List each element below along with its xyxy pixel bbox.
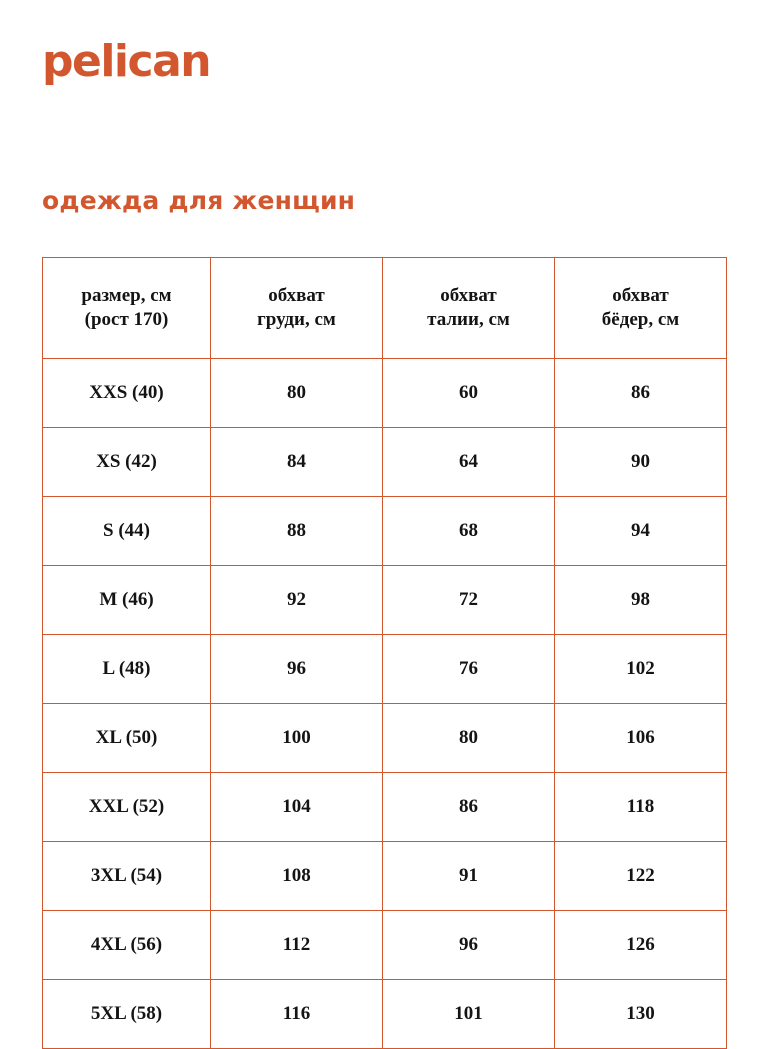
table-header-row (43, 258, 727, 359)
cell-chest: 104 (211, 773, 383, 842)
cell-hips: 122 (555, 842, 727, 911)
table-body (43, 359, 727, 1049)
cell-chest: 88 (211, 497, 383, 566)
table-row (43, 566, 727, 635)
cell-waist: 76 (383, 635, 555, 704)
cell-hips: 126 (555, 911, 727, 980)
cell-hips: 86 (555, 359, 727, 428)
table-row (43, 773, 727, 842)
page-title: одежда для женщин (42, 186, 356, 215)
size-table (42, 257, 727, 1049)
column-header-hips-line1: обхват (612, 285, 669, 307)
column-header-chest-line1: обхват (268, 285, 325, 307)
cell-chest: 112 (211, 911, 383, 980)
table-row (43, 497, 727, 566)
cell-hips: 98 (555, 566, 727, 635)
cell-hips: 102 (555, 635, 727, 704)
table-header (43, 258, 727, 359)
table-row (43, 980, 727, 1049)
cell-size: 4XL (56) (43, 911, 211, 980)
cell-size: XXL (52) (43, 773, 211, 842)
cell-size: XXS (40) (43, 359, 211, 428)
cell-size: XL (50) (43, 704, 211, 773)
cell-hips: 130 (555, 980, 727, 1049)
size-table-container (42, 257, 726, 1049)
column-header-waist-line2: талии, см (427, 309, 510, 330)
cell-waist: 101 (383, 980, 555, 1049)
cell-waist: 72 (383, 566, 555, 635)
table-row (43, 911, 727, 980)
column-header-size (43, 258, 211, 359)
cell-waist: 60 (383, 359, 555, 428)
cell-size: M (46) (43, 566, 211, 635)
column-header-waist (383, 258, 555, 359)
cell-size: S (44) (43, 497, 211, 566)
cell-hips: 94 (555, 497, 727, 566)
cell-chest: 84 (211, 428, 383, 497)
table-row (43, 428, 727, 497)
cell-chest: 100 (211, 704, 383, 773)
table-row (43, 704, 727, 773)
table-row (43, 842, 727, 911)
brand-logo: pelican (42, 36, 211, 87)
cell-waist: 68 (383, 497, 555, 566)
column-header-size-line1: размер, см (81, 285, 172, 307)
table-row (43, 359, 727, 428)
cell-chest: 96 (211, 635, 383, 704)
column-header-waist-line1: обхват (440, 285, 497, 307)
column-header-size-line2: (рост 170) (84, 309, 169, 330)
cell-hips: 106 (555, 704, 727, 773)
cell-waist: 80 (383, 704, 555, 773)
cell-chest: 116 (211, 980, 383, 1049)
cell-waist: 96 (383, 911, 555, 980)
column-header-hips-line2: бёдер, см (601, 309, 680, 330)
column-header-chest-line2: груди, см (257, 309, 336, 330)
cell-chest: 108 (211, 842, 383, 911)
cell-size: 5XL (58) (43, 980, 211, 1049)
cell-waist: 86 (383, 773, 555, 842)
cell-size: XS (42) (43, 428, 211, 497)
table-row (43, 635, 727, 704)
cell-size: 3XL (54) (43, 842, 211, 911)
column-header-chest (211, 258, 383, 359)
column-header-hips (555, 258, 727, 359)
cell-chest: 80 (211, 359, 383, 428)
cell-size: L (48) (43, 635, 211, 704)
cell-hips: 90 (555, 428, 727, 497)
cell-waist: 91 (383, 842, 555, 911)
cell-chest: 92 (211, 566, 383, 635)
cell-waist: 64 (383, 428, 555, 497)
cell-hips: 118 (555, 773, 727, 842)
